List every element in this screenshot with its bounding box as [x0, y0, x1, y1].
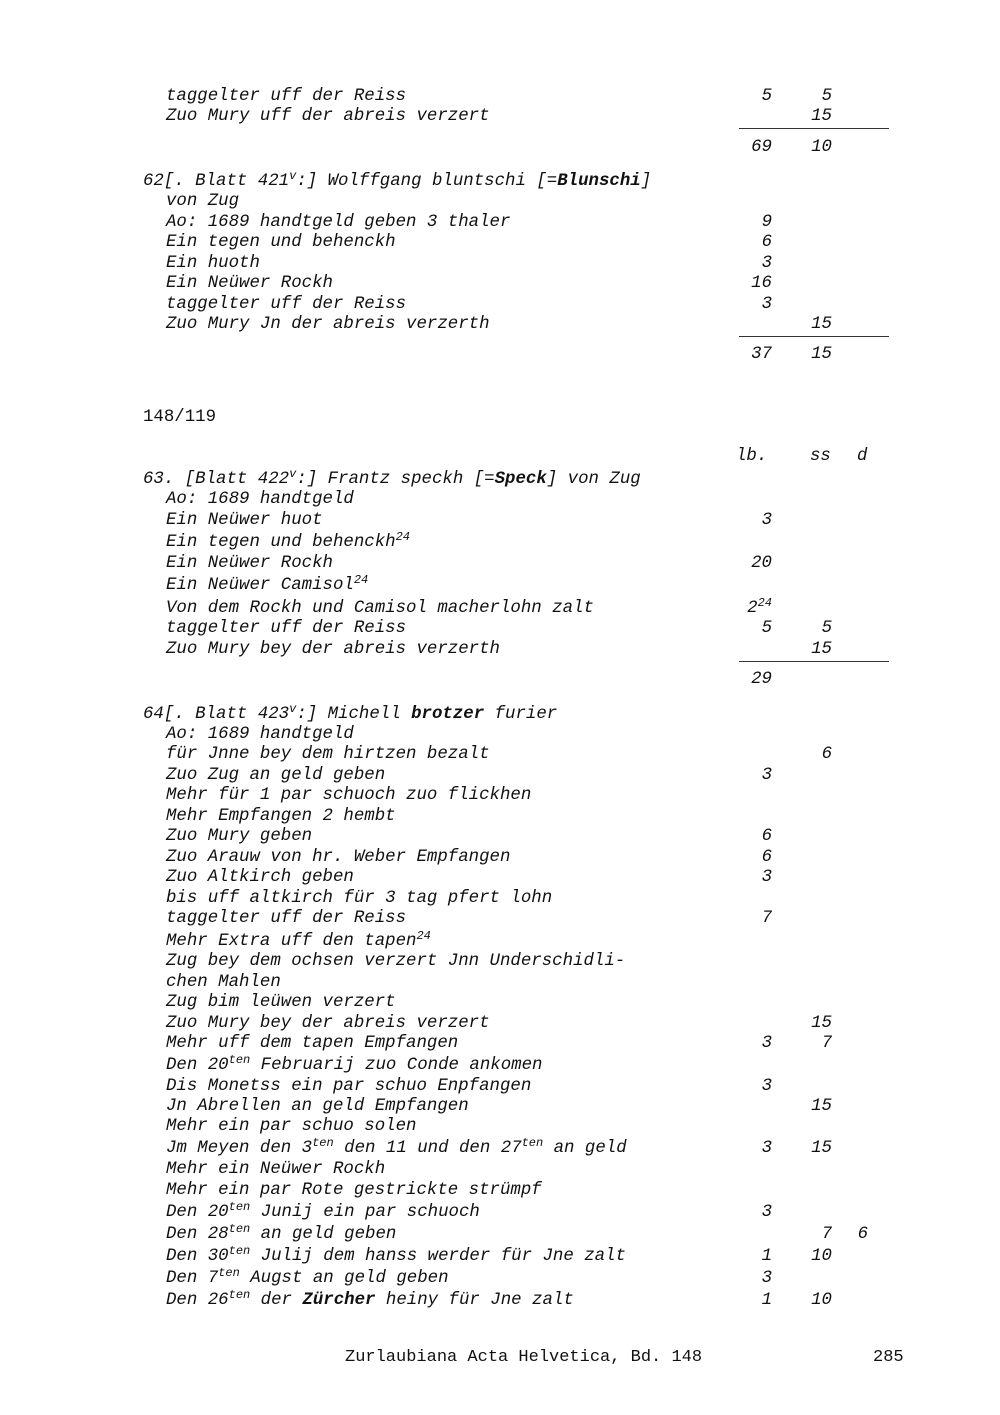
line-text: Ao: 1689 handtgeld — [166, 490, 354, 509]
entry-line — [0, 532, 1000, 553]
amount-ss: 5 — [821, 619, 832, 638]
amount-lb: 3 — [761, 511, 772, 530]
entry-line — [0, 806, 1000, 827]
entry-heading — [0, 704, 1000, 725]
column-header-ss: ss — [810, 447, 831, 466]
entry-line — [0, 106, 1000, 127]
entry-line — [0, 847, 1000, 868]
line-text: Mehr ein Neüwer Rockh — [166, 1160, 386, 1179]
line-text: Ein Neüwer huot — [166, 511, 323, 530]
total-lb: 37 — [751, 345, 772, 364]
amount-lb: 6 — [761, 848, 772, 867]
amount-lb: 3 — [761, 1139, 772, 1158]
entry-line — [0, 908, 1000, 929]
line-text: Ao: 1689 handtgeld geben 3 thaler — [166, 213, 511, 232]
amount-ss: 15 — [811, 1097, 832, 1116]
entry-line — [0, 489, 1000, 510]
line-text: Den $7^{ten}$ Augst an geld geben — [166, 1266, 449, 1288]
column-header — [0, 446, 1000, 467]
amount-lb: 6 — [761, 827, 772, 846]
line-text: Jn Abrellen an geld Empfangen — [166, 1097, 469, 1116]
entry-heading — [0, 469, 1000, 490]
entry-line — [0, 598, 1000, 619]
line-text: Zuo Mury Jn der abreis verzerth — [166, 315, 490, 334]
entry-line — [0, 888, 1000, 909]
entry-line — [0, 575, 1000, 596]
line-text: Ein Neüwer Rockh — [166, 554, 333, 573]
folio-reference — [0, 407, 1000, 428]
amount-lb: 16 — [751, 274, 772, 293]
line-text: von Zug — [166, 192, 240, 211]
entry-line — [0, 785, 1000, 806]
column-header-d: d — [857, 447, 868, 466]
amount-ss: 10 — [811, 1247, 832, 1266]
total-lb: 69 — [751, 138, 772, 157]
entry-line — [0, 931, 1000, 952]
line-text: bis uff altkirch für 3 tag pfert lohn — [166, 889, 553, 908]
entry-line — [0, 618, 1000, 639]
entry-line — [0, 191, 1000, 212]
amount-lb: 3 — [761, 1269, 772, 1288]
entry-line — [0, 744, 1000, 765]
line-text: Zug bim leüwen verzert — [166, 993, 396, 1012]
entry-line — [0, 253, 1000, 274]
line-text: Mehr Extra uff den tapen$^{24}$ — [166, 929, 431, 951]
line-text: taggelter uff der Reiss — [166, 295, 407, 314]
entry-line — [0, 1290, 1000, 1311]
line-text: Zuo Mury geben — [166, 827, 313, 846]
page-number: 285 — [873, 1348, 904, 1367]
total-lb: 29 — [751, 670, 772, 689]
entry-line — [0, 314, 1000, 335]
amount-lb: 6 — [761, 233, 772, 252]
line-text: Den $30^{ten}$ Julij dem hanss werder für Jne zalt — [166, 1244, 626, 1266]
entry-line — [0, 951, 1000, 972]
sum-rule — [739, 128, 889, 129]
amount-lb: 5 — [761, 619, 772, 638]
line-text: Den $20^{ten}$ Februarij zuo Conde ankomen — [166, 1053, 543, 1075]
line-text: Ein Neüwer Rockh — [166, 274, 333, 293]
line-text: Mehr ein par schuo solen — [166, 1117, 417, 1136]
entry-line — [0, 972, 1000, 993]
amount-lb: 3 — [761, 1034, 772, 1053]
line-text: Zuo Altkirch geben — [166, 868, 354, 887]
line-text: Zuo Mury bey der abreis verzerth — [166, 640, 500, 659]
line-text: Von dem Rockh und Camisol macherlohn zalt — [166, 599, 594, 618]
entry-line — [0, 992, 1000, 1013]
entry-line — [0, 1224, 1000, 1245]
amount-ss: 15 — [811, 640, 832, 659]
amount-lb: 1 — [761, 1247, 772, 1266]
line-text: für Jnne bey dem hirtzen bezalt — [166, 745, 490, 764]
line-text: taggelter uff der Reiss — [166, 909, 407, 928]
line-text: Zuo Mury uff der abreis verzert — [166, 107, 490, 126]
amount-ss: 15 — [811, 107, 832, 126]
amount-ss: 5 — [821, 87, 832, 106]
entry-line — [0, 639, 1000, 660]
entry-line — [0, 510, 1000, 531]
entry-heading — [0, 171, 1000, 192]
total-line — [0, 344, 1000, 365]
line-text: Dis Monetss ein par schuo Enpfangen — [166, 1077, 532, 1096]
entry-line — [0, 724, 1000, 745]
entry-line — [0, 553, 1000, 574]
total-ss: 15 — [811, 345, 832, 364]
entry-line — [0, 1202, 1000, 1223]
entry-line — [0, 765, 1000, 786]
line-text: Ao: 1689 handtgeld — [166, 725, 354, 744]
entry-line — [0, 212, 1000, 233]
line-text: Den $26^{ten}$ der Zürcher heiny für Jne zalt — [166, 1288, 574, 1310]
amount-lb: 9 — [761, 213, 772, 232]
entry-line — [0, 1268, 1000, 1289]
amount-ss: 6 — [821, 745, 832, 764]
total-line — [0, 137, 1000, 158]
amount-ss: 15 — [811, 1014, 832, 1033]
entry-line — [0, 1033, 1000, 1054]
amount-lb: 3 — [761, 254, 772, 273]
entry-line — [0, 232, 1000, 253]
line-text: Zuo Arauw von hr. Weber Empfangen — [166, 848, 511, 867]
entry-line — [0, 826, 1000, 847]
amount-lb: 3 — [761, 766, 772, 785]
entry-line — [0, 294, 1000, 315]
amount-lb: 7 — [761, 909, 772, 928]
line-text: Ein huoth — [166, 254, 260, 273]
amount-lb: 3 — [761, 295, 772, 314]
amount-lb: 3 — [761, 868, 772, 887]
line-text: Zug bey dem ochsen verzert Jnn Underschidli- — [166, 952, 626, 971]
footer-title: Zurlaubiana Acta Helvetica, Bd. 148 — [345, 1348, 703, 1367]
line-text: Mehr Empfangen 2 hembt — [166, 807, 396, 826]
footnote-marker: 24 — [416, 929, 431, 943]
entry-line — [0, 867, 1000, 888]
amount-lb: $2^{24}$ — [747, 596, 772, 618]
footnote-marker: 24 — [395, 530, 411, 544]
heading-text: 64[. Blatt 423$^v$:] Michell brotzer furier — [143, 702, 558, 724]
amount-d: 6 — [857, 1225, 868, 1244]
footnote-marker: 24 — [353, 573, 369, 587]
line-text: Jm Meyen den $3^{ten}$ den 11 und den $27^{ten}$ an geld — [166, 1136, 627, 1158]
amount-lb: 20 — [751, 554, 772, 573]
sum-rule — [739, 336, 889, 337]
line-text: Den $28^{ten}$ an geld geben — [166, 1222, 397, 1244]
total-ss: 10 — [811, 138, 832, 157]
entry-line — [0, 1055, 1000, 1076]
line-text: chen Mahlen — [166, 973, 281, 992]
amount-ss: 10 — [811, 1291, 832, 1310]
line-text: taggelter uff der Reiss — [166, 87, 407, 106]
amount-ss: 15 — [811, 1139, 832, 1158]
entry-line — [0, 1180, 1000, 1201]
line-text: taggelter uff der Reiss — [166, 619, 407, 638]
entry-line — [0, 1246, 1000, 1267]
sum-rule — [739, 661, 889, 662]
entry-line — [0, 1076, 1000, 1097]
line-text: Ein tegen und behenckh — [166, 233, 396, 252]
entry-line — [0, 1096, 1000, 1117]
line-text: Zuo Mury bey der abreis verzert — [166, 1014, 490, 1033]
total-line — [0, 669, 1000, 690]
entry-line — [0, 1138, 1000, 1159]
line-text: Mehr für 1 par schuoch zuo flickhen — [166, 786, 532, 805]
amount-lb: 3 — [761, 1077, 772, 1096]
entry-line — [0, 273, 1000, 294]
line-text: Ein Neüwer Camisol$^{24}$ — [166, 573, 369, 595]
heading-text: 62[. Blatt 421$^v$:] Wolffgang bluntschi [=Blunschi] — [143, 169, 652, 191]
footnote-marker: 24 — [757, 596, 772, 610]
heading-text: 63. [Blatt 422$^v$:] Frantz speckh [=Speck] von Zug — [143, 467, 641, 489]
folio-text: 148/119 — [143, 408, 217, 427]
amount-lb: 5 — [761, 87, 772, 106]
line-text: Mehr ein par Rote gestrickte strümpf — [166, 1181, 542, 1200]
amount-lb: 1 — [761, 1291, 772, 1310]
amount-lb: 3 — [761, 1203, 772, 1222]
line-text: Den $20^{ten}$ Junij ein par schuoch — [166, 1200, 480, 1222]
amount-ss: 7 — [821, 1225, 832, 1244]
line-text: Ein tegen und behenckh$^{24}$ — [166, 530, 411, 552]
entry-line — [0, 1159, 1000, 1180]
line-text: Mehr uff dem tapen Empfangen — [166, 1034, 459, 1053]
entry-line — [0, 86, 1000, 107]
amount-ss: 15 — [811, 315, 832, 334]
entry-line — [0, 1013, 1000, 1034]
entry-line — [0, 1116, 1000, 1137]
amount-ss: 7 — [821, 1034, 832, 1053]
line-text: Zuo Zug an geld geben — [166, 766, 386, 785]
column-header-lb: lb. — [736, 447, 768, 466]
